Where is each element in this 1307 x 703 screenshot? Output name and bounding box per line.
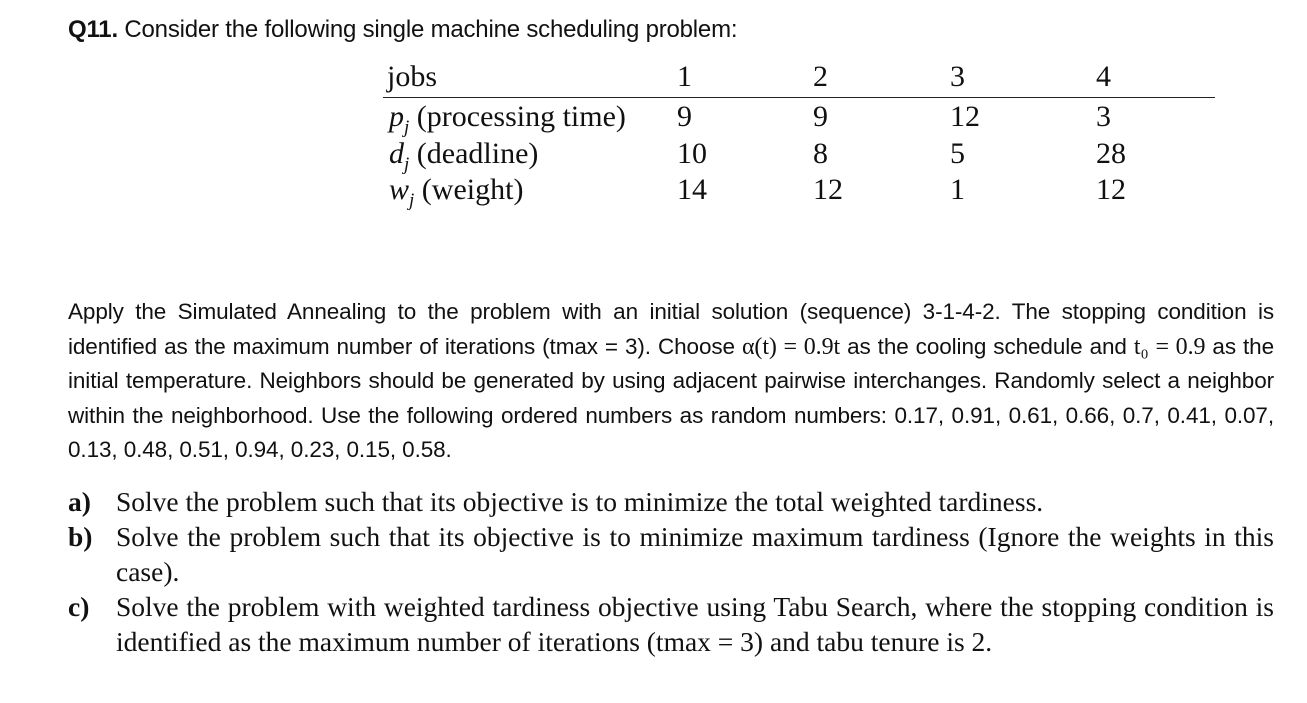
table-cell: 3	[1096, 100, 1111, 133]
problem-description	[68, 295, 1274, 468]
table-header-rule	[383, 97, 1215, 98]
table-cell: 9	[677, 100, 692, 133]
table-cell: 9	[813, 100, 828, 133]
table-cell: 10	[677, 137, 707, 170]
table-header-label: jobs	[387, 60, 438, 93]
task-item-c	[68, 589, 1274, 659]
table-row-label-deadline: $d_j$ (deadline)	[389, 137, 539, 175]
question-number: Q11.	[68, 16, 118, 43]
table-header-job-4: 4	[1096, 60, 1111, 93]
task-marker: b)	[68, 521, 93, 552]
table-header-job-2: 2	[813, 60, 828, 93]
description-text-3: as the initial temperature. Neighbors should be generated by using adjacent pairwise interchanges. Randomly select a neighbor within the neighborhood. Use the following ordered numbers as random numbers: 0.17, 0.91, 0.61, 0.66, 0.7, 0.41, 0.07, 0.13, 0.48, 0.51, 0.94, 0.23, 0.15, 0.58.	[68, 333, 1274, 462]
table-cell: 1	[950, 173, 965, 206]
table-cell: 12	[1096, 173, 1126, 206]
table-header-job-1: 1	[677, 60, 692, 93]
table-cell: 12	[813, 173, 843, 206]
question-title	[68, 16, 737, 44]
description-text-2: as the cooling schedule and	[840, 333, 1134, 359]
question-intro: Consider the following single machine scheduling problem:	[124, 16, 738, 43]
initial-temperature-formula: t₀ = 0.9	[1133, 333, 1206, 360]
task-text: Solve the problem with weighted tardiness objective using Tabu Search, where the stopping condition is identified as the maximum number of iterations (tmax = 3) and tabu tenure is 2.	[116, 591, 1274, 657]
description-text-1: Apply the Simulated Annealing to the problem with an initial solution (sequence) 3-1-4-2. The stopping condition is identified as the maximum number of iterations (tmax = 3). Choose	[68, 299, 1274, 359]
cooling-schedule-formula: α(t) = 0.9t	[741, 333, 841, 360]
table-cell: 14	[677, 173, 707, 206]
task-text: Solve the problem such that its objective is to minimize the total weighted tardiness.	[116, 486, 1044, 517]
table-cell: 5	[950, 137, 965, 170]
task-marker: a)	[68, 486, 91, 517]
task-list	[68, 484, 1274, 659]
table-row-label-processing-time: $p_j$ (processing time)	[389, 100, 626, 138]
job-data-table	[383, 60, 1215, 210]
table-cell: 12	[950, 100, 980, 133]
task-item-b	[68, 519, 1274, 589]
task-marker: c)	[68, 591, 90, 622]
task-item-a	[68, 484, 1274, 519]
task-text: Solve the problem such that its objective is to minimize maximum tardiness (Ignore the weights in this case).	[116, 521, 1274, 587]
table-header-job-3: 3	[950, 60, 965, 93]
table-row-label-weight: $w_j$ (weight)	[389, 173, 524, 211]
table-cell: 28	[1096, 137, 1126, 170]
table-cell: 8	[813, 137, 828, 170]
